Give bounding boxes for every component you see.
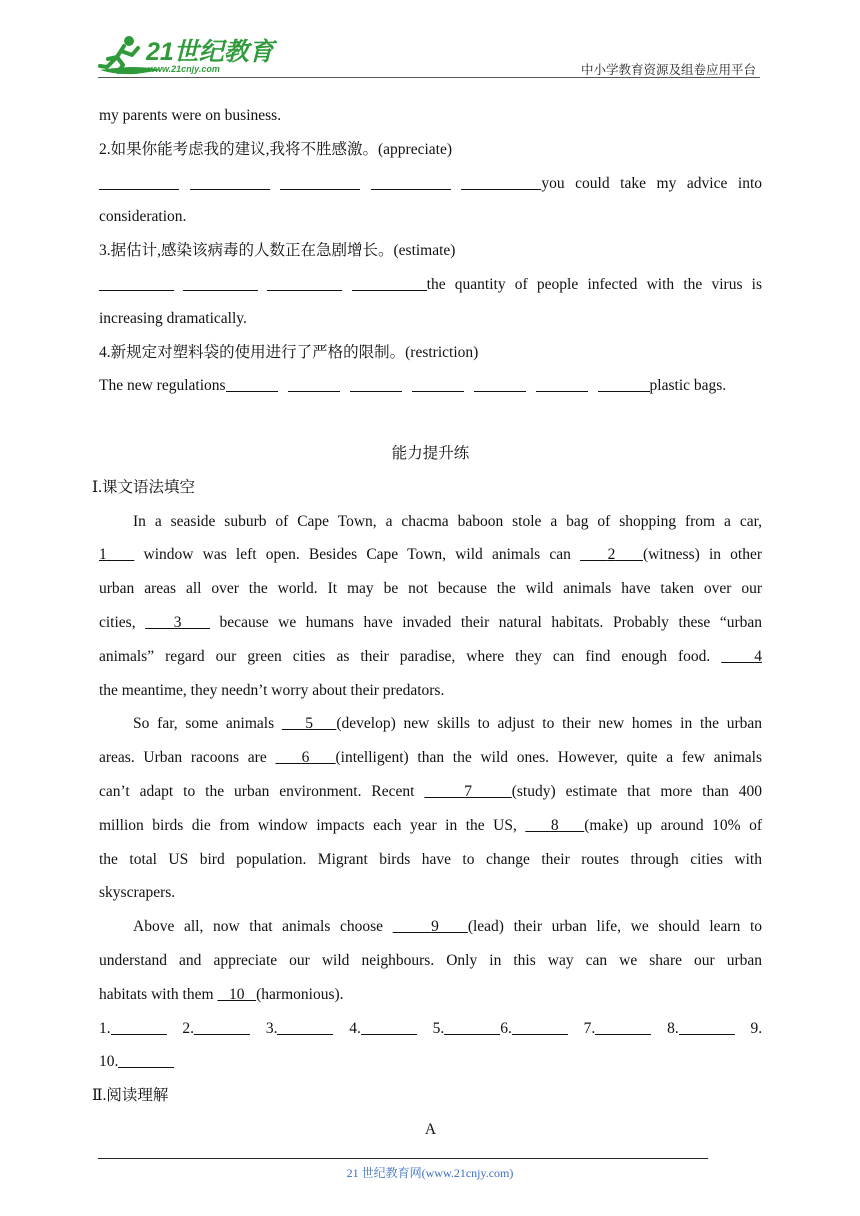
answer-blank[interactable] [111, 1016, 167, 1035]
question-3-blanks [99, 268, 762, 302]
answer-blank[interactable] [288, 373, 340, 392]
blank-number[interactable]: 7 [464, 782, 472, 800]
passage-text: cities, [99, 613, 146, 631]
header-divider [98, 77, 760, 78]
answer-blank[interactable] [598, 373, 650, 392]
blank-number[interactable]: 10 [229, 985, 245, 1003]
passage-line: urban areas all over the world. It may be not because the wild animals have taken over our [99, 580, 762, 598]
passage-text: areas. Urban racoons are [99, 749, 276, 767]
footer-divider [98, 1158, 708, 1159]
section-title: 能力提升练 [391, 444, 470, 462]
passage-text: (make) up around 10% of [584, 816, 763, 834]
answer-blank[interactable] [267, 272, 342, 291]
blank-number[interactable]: 2 [607, 546, 616, 564]
passage-line [99, 707, 762, 741]
part-2-title: Ⅱ.阅读理解 [92, 1087, 169, 1105]
passage-line [99, 978, 762, 1012]
sentence-tail: the quantity of people infected with the virus is [426, 275, 763, 293]
answer-blank[interactable] [679, 1016, 735, 1035]
passage-label: A [424, 1120, 437, 1138]
answer-row [99, 1045, 762, 1079]
passage-text: (lead) their urban life, we should learn to [467, 918, 763, 936]
answer-blank[interactable] [190, 171, 270, 190]
answer-item: 1. [99, 1020, 167, 1037]
answer-blank[interactable] [280, 171, 360, 190]
passage-line: understand and appreciate our wild neighbours. Only in this way can we share our urban [99, 951, 762, 969]
blank-number[interactable]: 1 [99, 546, 107, 564]
runner-logo-icon [96, 34, 274, 78]
passage-line [99, 606, 762, 640]
answer-blank[interactable] [595, 1016, 651, 1035]
answer-blank[interactable] [536, 373, 588, 392]
passage-text: (study) estimate that more than 400 [511, 782, 763, 800]
footer-text: 21 世纪教育网(www.21cnjy.com) [346, 1166, 514, 1180]
blank-group [352, 276, 762, 293]
answer-item: 2. [182, 1020, 250, 1037]
passage-text: because we humans have invaded their natural habitats. Probably these “urban [210, 613, 762, 631]
passage-line: the meantime, they needn’t worry about their predators. [99, 681, 445, 699]
question-4-prompt: 4.新规定对塑料袋的使用进行了严格的限制。(restriction) [99, 343, 479, 361]
answer-blank[interactable] [183, 272, 258, 291]
answer-blank[interactable] [444, 1016, 500, 1035]
answer-item: 3. [266, 1020, 334, 1037]
answer-blank[interactable] [512, 1016, 568, 1035]
answer-blank[interactable] [352, 272, 427, 291]
site-logo [96, 34, 274, 83]
answer-blank[interactable] [118, 1049, 174, 1068]
passage-text: Above all, now that animals choose [133, 918, 393, 936]
svg-text:www.21cnjy.com: www.21cnjy.com [148, 64, 220, 74]
blank-number[interactable]: 3 [173, 613, 182, 631]
passage-text: (harmonious). [256, 985, 344, 1003]
answer-blank[interactable] [474, 373, 526, 392]
svg-text:21世纪教育: 21世纪教育 [146, 38, 274, 66]
spacer [99, 403, 762, 437]
answer-blank[interactable] [350, 373, 402, 392]
passage-text: (intelligent) than the wild ones. However, quite a few animals [335, 749, 762, 767]
answer-label: 10. [99, 1053, 119, 1071]
passage-text: (witness) in other [642, 546, 763, 564]
text-line: increasing dramatically. [99, 309, 247, 327]
passage-line [99, 640, 762, 674]
passage-line: In a seaside suburb of Cape Town, a chacma baboon stole a bag of shopping from a car, [133, 512, 762, 530]
sentence-tail: plastic bags. [649, 377, 727, 395]
passage-text: So far, some animals [133, 715, 282, 733]
blank-group [461, 175, 762, 192]
answer-row [99, 1012, 762, 1046]
answer-blank[interactable] [412, 373, 464, 392]
passage-line [99, 741, 762, 775]
platform-tagline: 中小学教育资源及组卷应用平台 [580, 63, 756, 77]
question-2-prompt: 2.如果你能考虑我的建议,我将不胜感激。(appreciate) [99, 140, 452, 158]
passage-line: the total US bird population. Migrant birds have to change their routes through cities with [99, 850, 762, 868]
answer-blank[interactable] [461, 171, 541, 190]
answer-item: 7. [584, 1020, 652, 1037]
question-3-prompt: 3.据估计,感染该病毒的人数正在急剧增长。(estimate) [99, 242, 456, 260]
passage-text: habitats with them [99, 985, 218, 1003]
passage-text: window was left open. Besides Cape Town, wild animals can [134, 546, 581, 564]
answer-blank[interactable] [99, 272, 174, 291]
page-header [0, 0, 860, 80]
sentence-head: The new regulations [99, 377, 226, 395]
answer-item: 5. 6. [433, 1020, 568, 1037]
text-line: my parents were on business. [99, 107, 282, 124]
passage-text: animals” regard our green cities as their paradise, where they can find enough food. [99, 647, 722, 665]
answer-blank[interactable] [99, 171, 179, 190]
blank-number[interactable]: 5 [305, 715, 313, 733]
blank-number[interactable]: 9 [431, 918, 439, 936]
answer-item: 8. [667, 1020, 735, 1037]
answer-blank[interactable] [361, 1016, 417, 1035]
passage-text: million birds die from window impacts each year in the US, [99, 816, 526, 834]
question-2-blanks [99, 167, 762, 201]
passage-text: can’t adapt to the urban environment. Recent [99, 782, 425, 800]
passage-text: (develop) new skills to adjust to their new homes in the urban [336, 715, 763, 733]
part-1-title: Ⅰ.课文语法填空 [92, 478, 195, 496]
passage-line [99, 538, 762, 572]
blank-number[interactable]: 4 [754, 647, 762, 665]
answer-blank[interactable] [194, 1016, 250, 1035]
text-line: consideration. [99, 208, 187, 226]
passage-line [99, 910, 762, 944]
passage-line [99, 775, 762, 809]
answer-item: 9. [750, 1019, 763, 1037]
passage-line [99, 809, 762, 843]
answer-blank[interactable] [277, 1016, 333, 1035]
worksheet-content [92, 99, 763, 1147]
answer-blank[interactable] [371, 171, 451, 190]
blank-number[interactable]: 6 [301, 749, 310, 767]
answer-blank[interactable] [226, 373, 278, 392]
sentence-tail: you could take my advice into [541, 174, 763, 192]
passage-line: skyscrapers. [99, 884, 176, 902]
question-4-blanks [99, 369, 762, 403]
answer-item: 4. [349, 1020, 417, 1037]
blank-number[interactable]: 8 [550, 816, 559, 834]
